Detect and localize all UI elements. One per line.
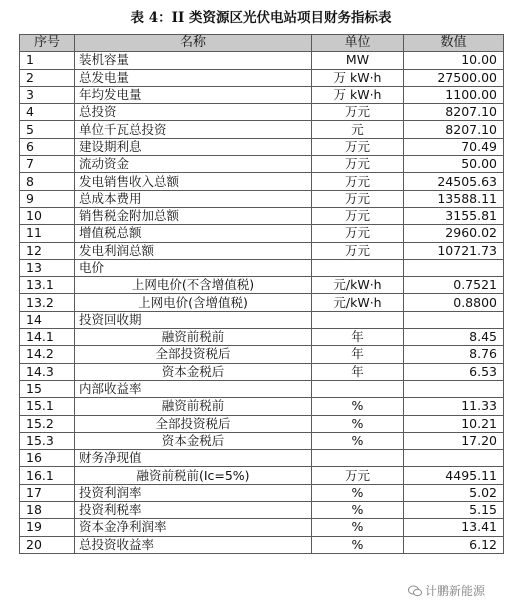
row-unit: 元/kW·h <box>312 294 404 311</box>
row-number: 20 <box>20 536 75 553</box>
row-value: 17.20 <box>404 432 504 449</box>
row-name: 发电销售收入总额 <box>75 173 312 190</box>
row-name: 发电利润总额 <box>75 242 312 259</box>
row-name: 融资前税前 <box>75 329 312 346</box>
row-value: 50.00 <box>404 156 504 173</box>
table-row <box>20 380 504 397</box>
row-number: 8 <box>20 173 75 190</box>
row-number: 5 <box>20 121 75 138</box>
row-number: 9 <box>20 190 75 207</box>
row-unit: 万元 <box>312 467 404 484</box>
row-value: 10.00 <box>404 52 504 69</box>
row-number: 11 <box>20 225 75 242</box>
row-name: 投资利润率 <box>75 484 312 501</box>
table-row <box>20 311 504 328</box>
row-name: 单位千瓦总投资 <box>75 121 312 138</box>
table-row <box>20 277 504 294</box>
row-value: 4495.11 <box>404 467 504 484</box>
row-number: 12 <box>20 242 75 259</box>
table-row <box>20 467 504 484</box>
row-name: 总投资 <box>75 104 312 121</box>
row-number: 14.1 <box>20 329 75 346</box>
table-row <box>20 225 504 242</box>
row-unit: 万元 <box>312 104 404 121</box>
row-number: 15.3 <box>20 432 75 449</box>
header-no: 序号 <box>20 35 75 52</box>
row-name: 总投资收益率 <box>75 536 312 553</box>
row-unit: 年 <box>312 346 404 363</box>
table-header-row <box>20 35 504 52</box>
row-name: 全部投资税后 <box>75 415 312 432</box>
row-name: 上网电价(不含增值税) <box>75 277 312 294</box>
row-number: 14 <box>20 311 75 328</box>
row-unit: 万 kW·h <box>312 69 404 86</box>
row-value <box>404 311 504 328</box>
row-number: 7 <box>20 156 75 173</box>
row-unit: 万元 <box>312 207 404 224</box>
table-row <box>20 484 504 501</box>
table-row <box>20 173 504 190</box>
row-name: 电价 <box>75 259 312 276</box>
row-value: 3155.81 <box>404 207 504 224</box>
table-row <box>20 259 504 276</box>
row-name: 资本金税后 <box>75 432 312 449</box>
header-unit: 单位 <box>312 35 404 52</box>
table-row <box>20 346 504 363</box>
row-value: 5.02 <box>404 484 504 501</box>
table-row <box>20 536 504 553</box>
row-number: 19 <box>20 519 75 536</box>
wechat-icon <box>408 585 422 597</box>
row-number: 15 <box>20 380 75 397</box>
row-name: 上网电价(含增值税) <box>75 294 312 311</box>
table-row <box>20 415 504 432</box>
row-unit: 万 kW·h <box>312 86 404 103</box>
row-unit: % <box>312 536 404 553</box>
row-number: 17 <box>20 484 75 501</box>
row-name: 融资前税前 <box>75 398 312 415</box>
row-name: 总发电量 <box>75 69 312 86</box>
row-number: 13.2 <box>20 294 75 311</box>
table-title: 表 4：II 类资源区光伏电站项目财务指标表 <box>130 10 392 26</box>
row-number: 18 <box>20 502 75 519</box>
table-row <box>20 242 504 259</box>
row-unit <box>312 311 404 328</box>
row-name: 年均发电量 <box>75 86 312 103</box>
row-unit: 年 <box>312 363 404 380</box>
row-value: 8.76 <box>404 346 504 363</box>
row-unit: 万元 <box>312 242 404 259</box>
row-value: 8.45 <box>404 329 504 346</box>
row-name: 资本金税后 <box>75 363 312 380</box>
row-name: 装机容量 <box>75 52 312 69</box>
row-value <box>404 450 504 467</box>
row-number: 14.3 <box>20 363 75 380</box>
row-value: 10721.73 <box>404 242 504 259</box>
row-value: 0.7521 <box>404 277 504 294</box>
table-row <box>20 86 504 103</box>
row-number: 1 <box>20 52 75 69</box>
table-row <box>20 450 504 467</box>
table-row <box>20 121 504 138</box>
row-value: 10.21 <box>404 415 504 432</box>
row-number: 13 <box>20 259 75 276</box>
row-value <box>404 380 504 397</box>
table-row <box>20 104 504 121</box>
row-value: 6.12 <box>404 536 504 553</box>
row-name: 建设期利息 <box>75 138 312 155</box>
row-number: 4 <box>20 104 75 121</box>
row-value: 11.33 <box>404 398 504 415</box>
row-unit <box>312 450 404 467</box>
table-row <box>20 190 504 207</box>
table-row <box>20 138 504 155</box>
row-name: 财务净现值 <box>75 450 312 467</box>
table-row <box>20 363 504 380</box>
watermark-text: 计鹏新能源 <box>425 584 486 598</box>
row-number: 16 <box>20 450 75 467</box>
row-name: 全部投资税后 <box>75 346 312 363</box>
row-unit: 万元 <box>312 173 404 190</box>
table-row <box>20 294 504 311</box>
row-unit: % <box>312 519 404 536</box>
row-unit: MW <box>312 52 404 69</box>
header-name: 名称 <box>75 35 312 52</box>
row-value: 27500.00 <box>404 69 504 86</box>
row-number: 6 <box>20 138 75 155</box>
row-value: 0.8800 <box>404 294 504 311</box>
row-number: 16.1 <box>20 467 75 484</box>
table-row <box>20 52 504 69</box>
row-unit: 万元 <box>312 156 404 173</box>
row-name: 流动资金 <box>75 156 312 173</box>
row-name: 内部收益率 <box>75 380 312 397</box>
row-name: 销售税金附加总额 <box>75 207 312 224</box>
row-unit: 万元 <box>312 190 404 207</box>
row-value: 8207.10 <box>404 121 504 138</box>
row-unit: 万元 <box>312 138 404 155</box>
watermark <box>408 582 485 599</box>
row-unit: % <box>312 398 404 415</box>
row-number: 15.1 <box>20 398 75 415</box>
table-row <box>20 432 504 449</box>
row-value: 5.15 <box>404 502 504 519</box>
row-unit: 元 <box>312 121 404 138</box>
row-unit: % <box>312 484 404 501</box>
row-unit: 元/kW·h <box>312 277 404 294</box>
row-number: 14.2 <box>20 346 75 363</box>
table-row <box>20 156 504 173</box>
table-row <box>20 398 504 415</box>
row-unit: % <box>312 502 404 519</box>
row-number: 2 <box>20 69 75 86</box>
header-value: 数值 <box>404 35 504 52</box>
table-row <box>20 329 504 346</box>
financial-indicators-table <box>19 34 504 554</box>
row-number: 10 <box>20 207 75 224</box>
row-name: 增值税总额 <box>75 225 312 242</box>
row-unit: % <box>312 415 404 432</box>
row-unit: 万元 <box>312 225 404 242</box>
row-unit: % <box>312 432 404 449</box>
table-row <box>20 207 504 224</box>
row-value: 2960.02 <box>404 225 504 242</box>
row-value <box>404 259 504 276</box>
row-value: 24505.63 <box>404 173 504 190</box>
row-value: 6.53 <box>404 363 504 380</box>
row-number: 3 <box>20 86 75 103</box>
row-name: 投资回收期 <box>75 311 312 328</box>
row-value: 1100.00 <box>404 86 504 103</box>
row-number: 13.1 <box>20 277 75 294</box>
row-unit <box>312 259 404 276</box>
row-number: 15.2 <box>20 415 75 432</box>
table-body <box>20 52 504 554</box>
row-name: 融资前税前(Ic=5%) <box>75 467 312 484</box>
row-unit: 年 <box>312 329 404 346</box>
row-name: 投资利税率 <box>75 502 312 519</box>
table-row <box>20 502 504 519</box>
row-name: 资本金净利润率 <box>75 519 312 536</box>
row-value: 13.41 <box>404 519 504 536</box>
row-value: 8207.10 <box>404 104 504 121</box>
table-row <box>20 519 504 536</box>
table-row <box>20 69 504 86</box>
row-value: 70.49 <box>404 138 504 155</box>
row-value: 13588.11 <box>404 190 504 207</box>
row-name: 总成本费用 <box>75 190 312 207</box>
row-unit <box>312 380 404 397</box>
